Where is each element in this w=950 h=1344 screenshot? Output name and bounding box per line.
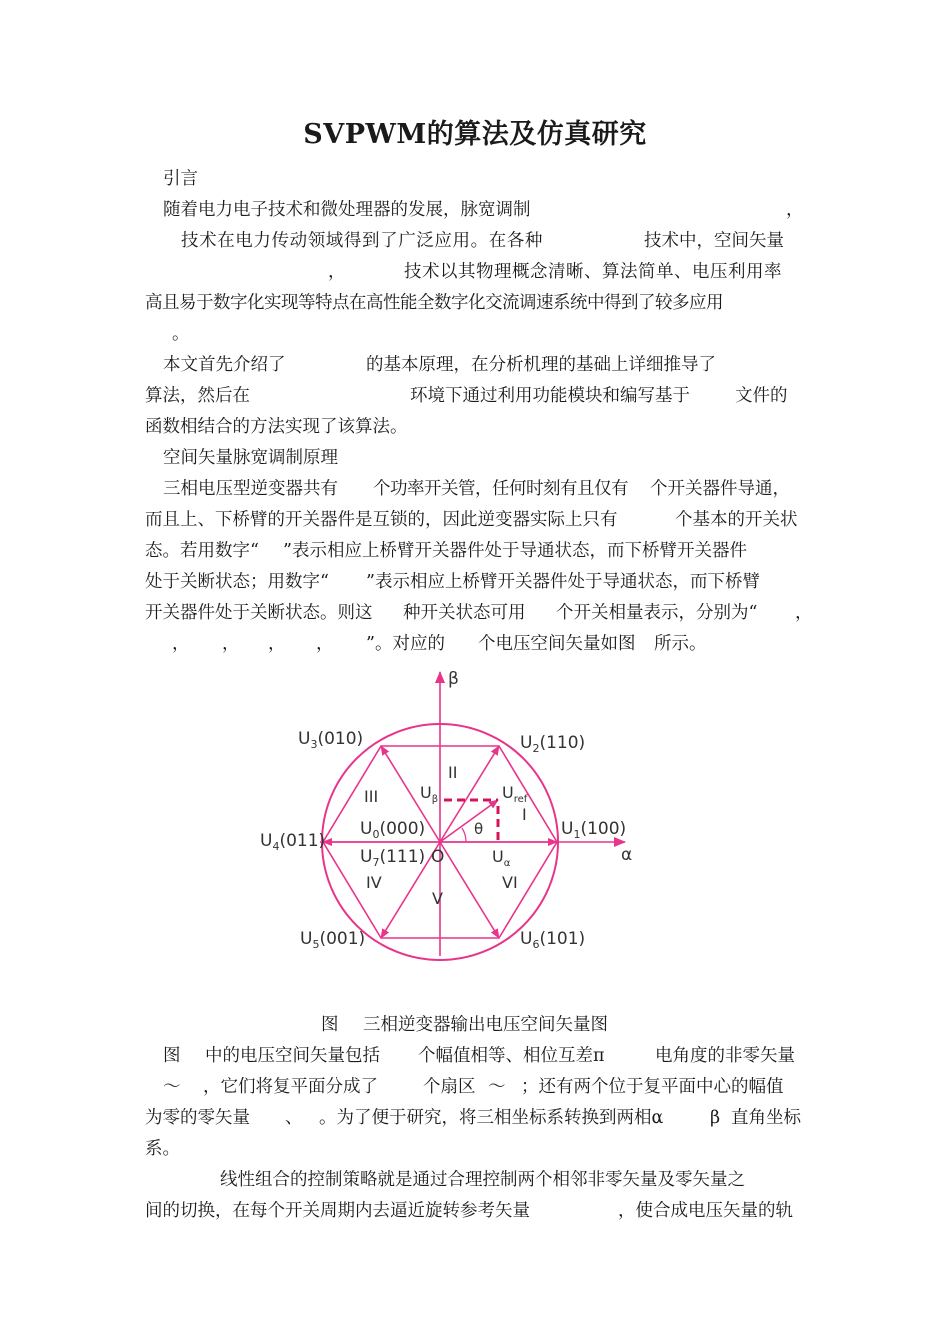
- line-p4-2e: ；还有两个位于复平面中心的幅值: [521, 1077, 784, 1097]
- line-p3-4b: ”表示相应上桥臂开关器件处于导通状态，而下桥臂: [366, 572, 760, 592]
- vector-u2: [440, 746, 499, 842]
- line-p4-4: 系。: [145, 1139, 180, 1159]
- line-p3-5a: 开关器件处于关断状态。则这: [145, 603, 373, 623]
- figure-caption-prefix: 图: [321, 1015, 339, 1035]
- origin-label: O: [431, 847, 445, 867]
- line-p3-5c: 个开关相量表示，分别为“: [556, 603, 758, 623]
- theta-arc: [462, 828, 466, 842]
- label-u2: $U_2(110)$: [520, 733, 586, 755]
- line-p2-2a: 算法，然后在: [145, 386, 250, 406]
- line-p1-1b: ，: [786, 200, 804, 220]
- line-p3-5b: 种开关状态可用: [403, 603, 526, 623]
- line-p3-6e: ”。对应的: [366, 634, 445, 654]
- line-p1-5: 。: [172, 324, 190, 344]
- sector-i-label: I: [522, 805, 527, 824]
- label-u3: $U_3(010)$: [298, 729, 364, 751]
- sector-v-label: V: [432, 889, 443, 908]
- line-p4-3e: 直角坐标: [731, 1108, 801, 1128]
- label-u5: $U_5(001)$: [300, 929, 366, 951]
- label-u4: $U_4(011)$: [260, 831, 326, 853]
- sector-iii-label: III: [364, 787, 379, 806]
- line-p4-2b: ，它们将复平面分成了: [203, 1077, 378, 1097]
- line-p5-2b: ，使合成电压矢量的轨: [618, 1201, 793, 1221]
- line-p4-2a: ～: [163, 1077, 181, 1097]
- line-p3-1a: 三相电压型逆变器共有: [163, 479, 338, 499]
- u-alpha-label: $U_\alpha$: [492, 847, 511, 869]
- line-p1-1a: 随着电力电子技术和微处理器的发展，脉宽调制: [163, 200, 531, 220]
- u-ref-label: $U_{ref}$: [502, 783, 528, 805]
- line-p4-3a: 为零的零矢量: [145, 1108, 250, 1128]
- line-p4-1b: 中的电压空间矢量包括: [205, 1046, 380, 1066]
- line-p4-1c: 个幅值相等、相位互差π: [418, 1046, 605, 1066]
- line-p4-3b: 、: [285, 1108, 303, 1128]
- line-p3-2a: 而且上、下桥臂的开关器件是互锁的，因此逆变器实际上只有: [145, 510, 618, 530]
- line-p3-2b: 个基本的开关状: [675, 510, 798, 530]
- vector-u6: [440, 842, 499, 938]
- line-p4-2c: 个扇区: [423, 1077, 476, 1097]
- line-p3-6d: ，: [316, 634, 334, 654]
- line-p1-2a: 技术在电力传动领域得到了广泛应用。在各种: [181, 231, 543, 251]
- sector-ii-label: II: [448, 763, 458, 782]
- line-intro-heading: 引言: [163, 169, 198, 189]
- line-p3-4a: 处于关断状态；用数字“: [145, 572, 329, 592]
- axis-alpha-label: α: [621, 845, 633, 865]
- sector-iv-label: IV: [366, 873, 382, 892]
- line-p4-1a: 图: [163, 1046, 181, 1066]
- label-u6: $U_6(101)$: [520, 929, 586, 951]
- voltage-space-vector-figure: [260, 660, 660, 980]
- line-p4-2d: ～: [488, 1077, 506, 1097]
- line-p3-6a: ，: [172, 634, 190, 654]
- figure-caption-text: 三相逆变器输出电压空间矢量图: [363, 1015, 608, 1035]
- vector-diagram: [260, 660, 660, 980]
- line-p3-1c: 个开关器件导通，: [650, 479, 790, 499]
- line-p3-6c: ，: [268, 634, 286, 654]
- line-p3-6g: 所示。: [654, 634, 707, 654]
- line-p3-6b: ，: [222, 634, 240, 654]
- line-p5-1: 线性组合的控制策略就是通过合理控制两个相邻非零矢量及零矢量之: [220, 1170, 745, 1190]
- line-p2-1b: 的基本原理，在分析机理的基础上详细推导了: [366, 355, 716, 375]
- line-p3-3b: ”表示相应上桥臂开关器件处于导通状态，而下桥臂开关器件: [283, 541, 747, 561]
- document-title: SVPWM的算法及仿真研究: [303, 119, 647, 150]
- line-p3-3a: 态。若用数字“: [145, 541, 259, 561]
- line-p5-2a: 间的切换，在每个开关周期内去逼近旋转参考矢量: [145, 1201, 530, 1221]
- line-p2-3: 函数相结合的方法实现了该算法。: [145, 417, 408, 437]
- line-p1-4: 高且易于数字化实现等特点在高性能全数字化交流调速系统中得到了较多应用: [145, 293, 723, 313]
- line-p2-2b: 环境下通过利用功能模块和编写基于: [410, 386, 690, 406]
- label-u1: $U_1(100)$: [561, 819, 627, 841]
- line-p3-1b: 个功率开关管，任何时刻有且仅有: [373, 479, 628, 499]
- u-beta-label: $U_\beta$: [420, 783, 439, 805]
- line-p4-3c: 。为了便于研究，将三相坐标系转换到两相α: [319, 1108, 664, 1128]
- axis-beta-label: β: [448, 669, 459, 689]
- line-p3-5d: ，: [795, 603, 813, 623]
- line-p4-3d: β: [710, 1108, 721, 1128]
- sector-vi-label: VI: [502, 873, 518, 892]
- line-p4-1d: 电角度的非零矢量: [655, 1046, 795, 1066]
- label-u7: $U_7(111)$: [360, 847, 426, 869]
- line-section-heading: 空间矢量脉宽调制原理: [163, 448, 338, 468]
- line-p2-2c: 文件的: [735, 386, 788, 406]
- theta-label: θ: [474, 820, 484, 838]
- line-p1-2b: 技术中，空间矢量: [644, 231, 784, 251]
- line-p1-3b: 技术以其物理概念清晰、算法简单、电压利用率: [404, 262, 782, 282]
- line-p2-1a: 本文首先介绍了: [163, 355, 286, 375]
- line-p1-3a: ，: [328, 262, 346, 282]
- vector-uref: [440, 800, 498, 842]
- label-u0: $U_0(000)$: [360, 819, 426, 841]
- line-p3-6f: 个电压空间矢量如图: [478, 634, 636, 654]
